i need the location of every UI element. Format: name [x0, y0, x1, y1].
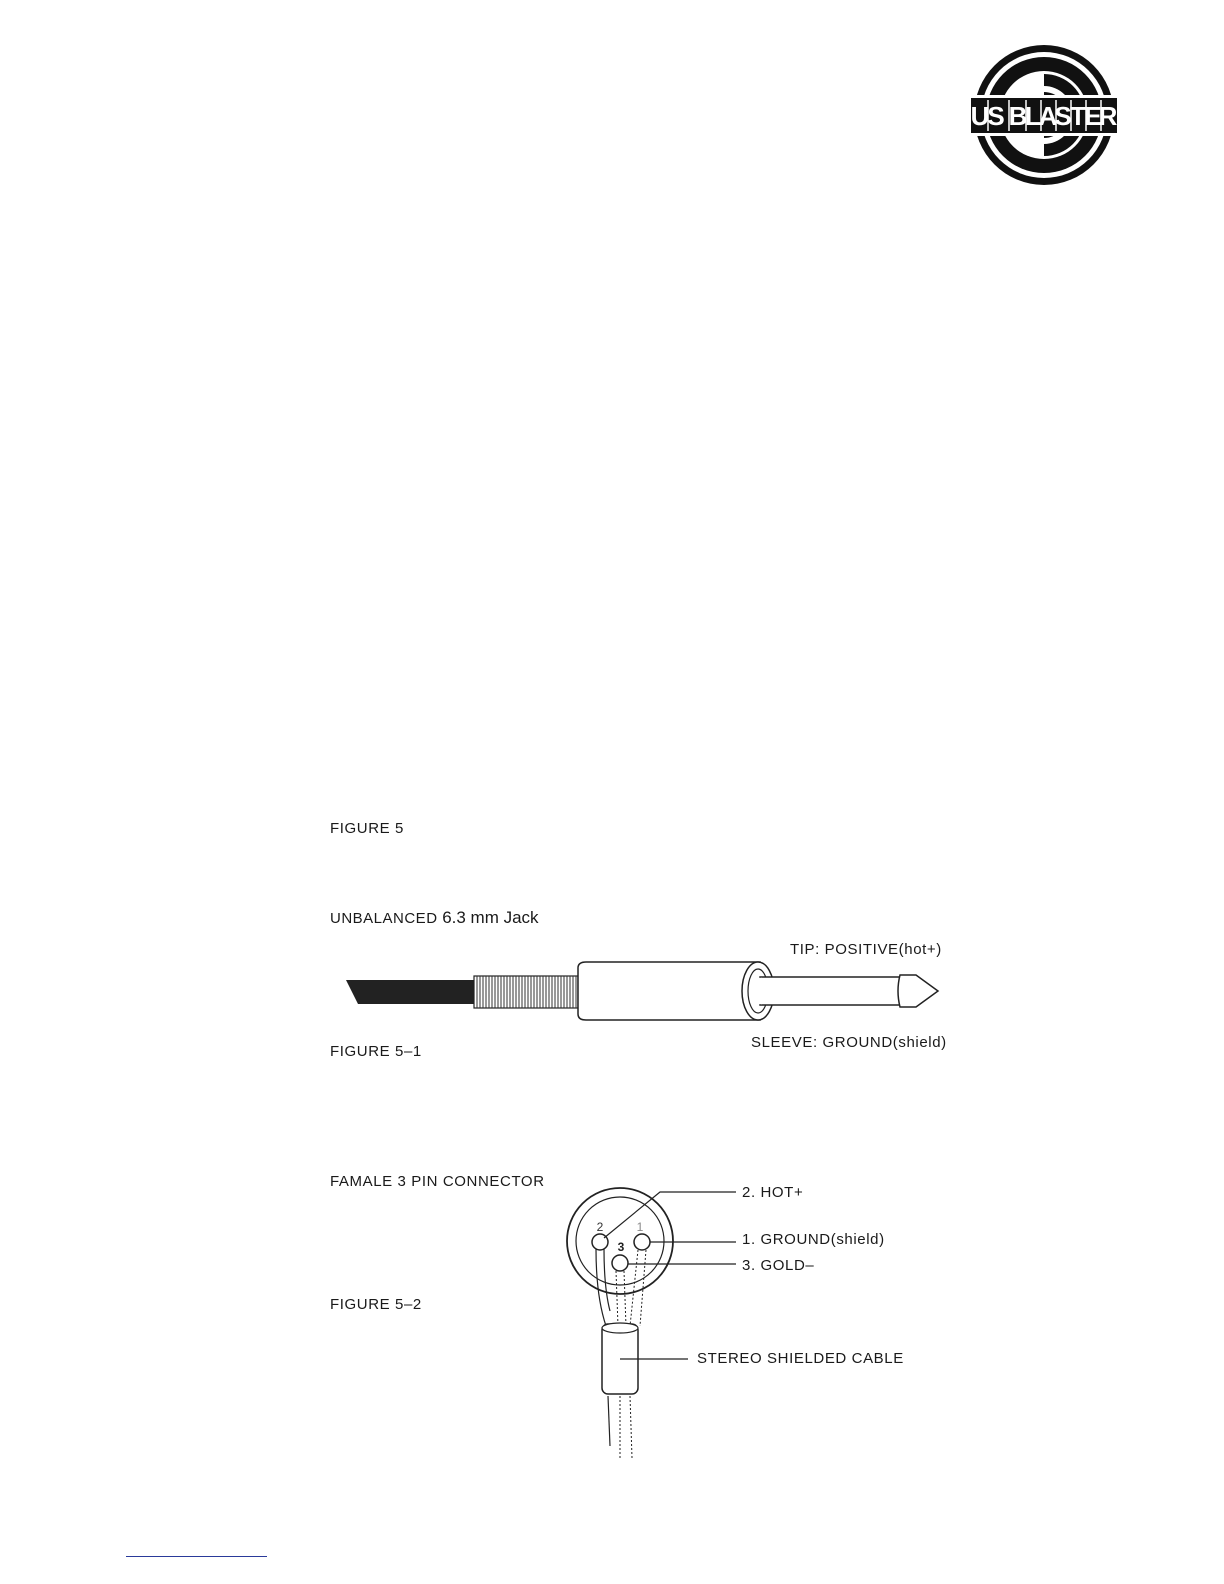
pin-3-hole [612, 1255, 628, 1271]
logo-letter: S [987, 101, 1005, 131]
pin-hot-label: 2. HOT+ [742, 1184, 804, 1201]
tip-label: TIP: POSITIVE(hot+) [790, 941, 942, 958]
xlr-heading: FAMALE 3 PIN CONNECTOR [330, 1173, 545, 1190]
logo-letter: B [1008, 101, 1028, 131]
figure-5-2-label: FIGURE 5–2 [330, 1296, 422, 1313]
logo-letter: T [1070, 101, 1086, 131]
jack-tip [898, 975, 938, 1007]
logo-letter: L [1025, 101, 1041, 131]
pin-1-number: 1 [636, 1220, 644, 1234]
xlr-connector-diagram [560, 1176, 932, 1466]
jack-heading-size: 6.3 mm Jack [442, 908, 539, 927]
footer-rule [126, 1556, 267, 1557]
logo-letter: R [1098, 101, 1118, 131]
logo-letter: E [1084, 101, 1102, 131]
jack-sleeve-body [578, 962, 760, 1020]
jack-plug-diagram [340, 958, 950, 1028]
jack-shaft [760, 977, 900, 1005]
figure-5-title: FIGURE 5 [330, 820, 404, 837]
cable-label: STEREO SHIELDED CABLE [697, 1350, 904, 1367]
logo-letter: A [1038, 101, 1058, 131]
jack-thread [474, 976, 578, 1008]
logo-letters [971, 101, 1118, 131]
jack-heading [330, 908, 539, 928]
jack-heading-prefix: UNBALANCED [330, 910, 438, 927]
pin-cold-label: 3. GOLD– [742, 1257, 815, 1274]
pin-2-number: 2 [596, 1220, 604, 1234]
pin-1-hole [634, 1234, 650, 1250]
pin-3-number: 3 [617, 1240, 625, 1254]
figure-5-1-label: FIGURE 5–1 [330, 1043, 422, 1060]
pin-ground-label: 1. GROUND(shield) [742, 1231, 885, 1248]
jack-cable [346, 980, 476, 1004]
us-blaster-logo [966, 44, 1122, 186]
sleeve-label: SLEEVE: GROUND(shield) [751, 1034, 947, 1051]
logo-letter: U [970, 101, 990, 131]
logo-letter: S [1054, 101, 1072, 131]
